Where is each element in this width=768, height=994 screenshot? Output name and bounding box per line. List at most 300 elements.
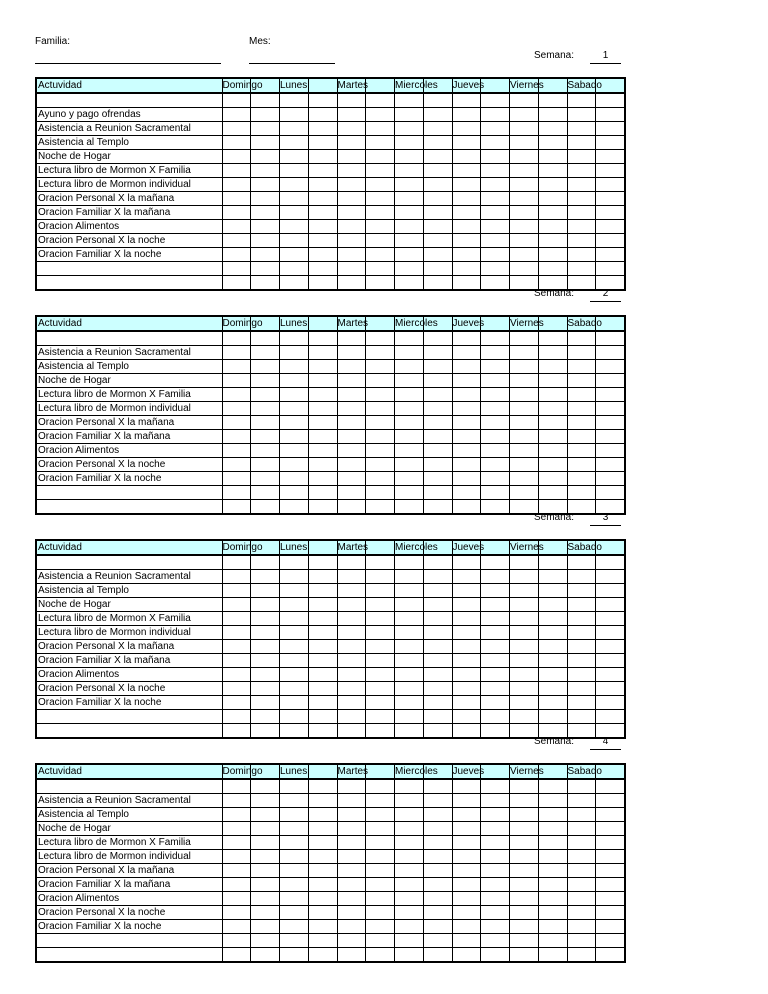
check-cell[interactable]: [596, 948, 625, 963]
check-cell[interactable]: [280, 262, 309, 276]
check-cell[interactable]: [481, 906, 510, 920]
check-cell[interactable]: [567, 416, 596, 430]
mes-field[interactable]: [249, 63, 335, 64]
check-cell[interactable]: [337, 178, 366, 192]
check-cell[interactable]: [452, 486, 481, 500]
check-cell[interactable]: [222, 892, 251, 906]
check-cell[interactable]: [423, 486, 452, 500]
check-cell[interactable]: [510, 374, 539, 388]
check-cell[interactable]: [337, 136, 366, 150]
check-cell[interactable]: [596, 878, 625, 892]
check-cell[interactable]: [280, 682, 309, 696]
check-cell[interactable]: [308, 878, 337, 892]
check-cell[interactable]: [395, 864, 424, 878]
check-cell[interactable]: [538, 612, 567, 626]
check-cell[interactable]: [452, 612, 481, 626]
check-cell[interactable]: [337, 402, 366, 416]
check-cell[interactable]: [222, 262, 251, 276]
check-cell[interactable]: [481, 948, 510, 963]
check-cell[interactable]: [567, 206, 596, 220]
check-cell[interactable]: [251, 486, 280, 500]
check-cell[interactable]: [251, 276, 280, 291]
check-cell[interactable]: [538, 555, 567, 570]
check-cell[interactable]: [251, 920, 280, 934]
check-cell[interactable]: [481, 472, 510, 486]
check-cell[interactable]: [538, 878, 567, 892]
check-cell[interactable]: [395, 710, 424, 724]
check-cell[interactable]: [251, 150, 280, 164]
check-cell[interactable]: [366, 430, 395, 444]
check-cell[interactable]: [395, 850, 424, 864]
check-cell[interactable]: [337, 878, 366, 892]
check-cell[interactable]: [366, 164, 395, 178]
check-cell[interactable]: [510, 934, 539, 948]
check-cell[interactable]: [366, 864, 395, 878]
check-cell[interactable]: [510, 626, 539, 640]
check-cell[interactable]: [567, 836, 596, 850]
check-cell[interactable]: [423, 136, 452, 150]
check-cell[interactable]: [538, 906, 567, 920]
check-cell[interactable]: [538, 472, 567, 486]
check-cell[interactable]: [481, 654, 510, 668]
check-cell[interactable]: [222, 654, 251, 668]
check-cell[interactable]: [366, 402, 395, 416]
check-cell[interactable]: [452, 472, 481, 486]
check-cell[interactable]: [452, 458, 481, 472]
check-cell[interactable]: [251, 93, 280, 108]
check-cell[interactable]: [452, 822, 481, 836]
check-cell[interactable]: [423, 192, 452, 206]
check-cell[interactable]: [366, 934, 395, 948]
check-cell[interactable]: [251, 555, 280, 570]
check-cell[interactable]: [222, 374, 251, 388]
check-cell[interactable]: [423, 178, 452, 192]
check-cell[interactable]: [423, 906, 452, 920]
check-cell[interactable]: [423, 555, 452, 570]
check-cell[interactable]: [222, 234, 251, 248]
check-cell[interactable]: [308, 864, 337, 878]
check-cell[interactable]: [567, 570, 596, 584]
check-cell[interactable]: [251, 374, 280, 388]
check-cell[interactable]: [481, 416, 510, 430]
check-cell[interactable]: [308, 920, 337, 934]
check-cell[interactable]: [337, 331, 366, 346]
check-cell[interactable]: [251, 710, 280, 724]
check-cell[interactable]: [366, 444, 395, 458]
check-cell[interactable]: [481, 178, 510, 192]
check-cell[interactable]: [308, 430, 337, 444]
check-cell[interactable]: [481, 779, 510, 794]
check-cell[interactable]: [366, 136, 395, 150]
check-cell[interactable]: [510, 668, 539, 682]
check-cell[interactable]: [337, 206, 366, 220]
check-cell[interactable]: [337, 122, 366, 136]
check-cell[interactable]: [596, 779, 625, 794]
check-cell[interactable]: [423, 388, 452, 402]
check-cell[interactable]: [308, 668, 337, 682]
check-cell[interactable]: [280, 220, 309, 234]
check-cell[interactable]: [280, 108, 309, 122]
check-cell[interactable]: [538, 710, 567, 724]
check-cell[interactable]: [251, 331, 280, 346]
check-cell[interactable]: [538, 948, 567, 963]
check-cell[interactable]: [366, 696, 395, 710]
check-cell[interactable]: [567, 248, 596, 262]
check-cell[interactable]: [567, 864, 596, 878]
check-cell[interactable]: [337, 682, 366, 696]
check-cell[interactable]: [596, 388, 625, 402]
check-cell[interactable]: [423, 150, 452, 164]
check-cell[interactable]: [395, 276, 424, 291]
check-cell[interactable]: [251, 346, 280, 360]
check-cell[interactable]: [596, 934, 625, 948]
check-cell[interactable]: [423, 122, 452, 136]
check-cell[interactable]: [308, 696, 337, 710]
check-cell[interactable]: [596, 570, 625, 584]
check-cell[interactable]: [538, 164, 567, 178]
check-cell[interactable]: [366, 416, 395, 430]
check-cell[interactable]: [452, 555, 481, 570]
check-cell[interactable]: [280, 360, 309, 374]
check-cell[interactable]: [481, 584, 510, 598]
check-cell[interactable]: [251, 206, 280, 220]
check-cell[interactable]: [510, 584, 539, 598]
check-cell[interactable]: [423, 808, 452, 822]
check-cell[interactable]: [222, 444, 251, 458]
check-cell[interactable]: [280, 486, 309, 500]
check-cell[interactable]: [222, 136, 251, 150]
check-cell[interactable]: [308, 93, 337, 108]
check-cell[interactable]: [510, 220, 539, 234]
check-cell[interactable]: [395, 262, 424, 276]
check-cell[interactable]: [366, 878, 395, 892]
check-cell[interactable]: [395, 346, 424, 360]
check-cell[interactable]: [423, 850, 452, 864]
check-cell[interactable]: [308, 220, 337, 234]
check-cell[interactable]: [452, 248, 481, 262]
check-cell[interactable]: [337, 710, 366, 724]
check-cell[interactable]: [452, 108, 481, 122]
check-cell[interactable]: [222, 626, 251, 640]
check-cell[interactable]: [395, 108, 424, 122]
check-cell[interactable]: [567, 486, 596, 500]
check-cell[interactable]: [596, 555, 625, 570]
check-cell[interactable]: [280, 906, 309, 920]
check-cell[interactable]: [423, 164, 452, 178]
check-cell[interactable]: [222, 779, 251, 794]
check-cell[interactable]: [538, 920, 567, 934]
check-cell[interactable]: [395, 682, 424, 696]
check-cell[interactable]: [538, 430, 567, 444]
check-cell[interactable]: [395, 920, 424, 934]
check-cell[interactable]: [481, 206, 510, 220]
check-cell[interactable]: [538, 808, 567, 822]
check-cell[interactable]: [596, 108, 625, 122]
check-cell[interactable]: [452, 892, 481, 906]
check-cell[interactable]: [280, 234, 309, 248]
check-cell[interactable]: [395, 626, 424, 640]
check-cell[interactable]: [423, 640, 452, 654]
check-cell[interactable]: [395, 948, 424, 963]
check-cell[interactable]: [567, 262, 596, 276]
check-cell[interactable]: [452, 696, 481, 710]
check-cell[interactable]: [395, 248, 424, 262]
check-cell[interactable]: [510, 178, 539, 192]
check-cell[interactable]: [510, 555, 539, 570]
check-cell[interactable]: [538, 388, 567, 402]
check-cell[interactable]: [308, 234, 337, 248]
check-cell[interactable]: [596, 192, 625, 206]
check-cell[interactable]: [308, 192, 337, 206]
check-cell[interactable]: [481, 276, 510, 291]
check-cell[interactable]: [280, 696, 309, 710]
check-cell[interactable]: [395, 388, 424, 402]
check-cell[interactable]: [567, 920, 596, 934]
check-cell[interactable]: [366, 808, 395, 822]
check-cell[interactable]: [596, 640, 625, 654]
check-cell[interactable]: [280, 612, 309, 626]
check-cell[interactable]: [222, 724, 251, 739]
check-cell[interactable]: [510, 598, 539, 612]
check-cell[interactable]: [395, 654, 424, 668]
check-cell[interactable]: [251, 178, 280, 192]
check-cell[interactable]: [280, 836, 309, 850]
check-cell[interactable]: [423, 794, 452, 808]
check-cell[interactable]: [510, 920, 539, 934]
check-cell[interactable]: [510, 388, 539, 402]
check-cell[interactable]: [481, 360, 510, 374]
check-cell[interactable]: [251, 248, 280, 262]
check-cell[interactable]: [538, 682, 567, 696]
check-cell[interactable]: [481, 388, 510, 402]
check-cell[interactable]: [510, 794, 539, 808]
check-cell[interactable]: [366, 612, 395, 626]
check-cell[interactable]: [596, 430, 625, 444]
check-cell[interactable]: [538, 374, 567, 388]
check-cell[interactable]: [222, 682, 251, 696]
check-cell[interactable]: [423, 626, 452, 640]
check-cell[interactable]: [251, 696, 280, 710]
check-cell[interactable]: [222, 192, 251, 206]
check-cell[interactable]: [337, 906, 366, 920]
check-cell[interactable]: [423, 220, 452, 234]
check-cell[interactable]: [251, 234, 280, 248]
check-cell[interactable]: [567, 374, 596, 388]
check-cell[interactable]: [538, 640, 567, 654]
check-cell[interactable]: [337, 164, 366, 178]
check-cell[interactable]: [395, 150, 424, 164]
check-cell[interactable]: [452, 164, 481, 178]
check-cell[interactable]: [538, 822, 567, 836]
check-cell[interactable]: [452, 346, 481, 360]
check-cell[interactable]: [452, 906, 481, 920]
check-cell[interactable]: [337, 934, 366, 948]
check-cell[interactable]: [222, 934, 251, 948]
check-cell[interactable]: [596, 262, 625, 276]
check-cell[interactable]: [423, 331, 452, 346]
check-cell[interactable]: [481, 892, 510, 906]
check-cell[interactable]: [567, 654, 596, 668]
check-cell[interactable]: [280, 164, 309, 178]
check-cell[interactable]: [395, 696, 424, 710]
check-cell[interactable]: [395, 472, 424, 486]
check-cell[interactable]: [481, 724, 510, 739]
check-cell[interactable]: [222, 612, 251, 626]
check-cell[interactable]: [251, 934, 280, 948]
check-cell[interactable]: [308, 444, 337, 458]
check-cell[interactable]: [423, 500, 452, 515]
check-cell[interactable]: [567, 122, 596, 136]
check-cell[interactable]: [423, 206, 452, 220]
check-cell[interactable]: [251, 416, 280, 430]
check-cell[interactable]: [452, 920, 481, 934]
check-cell[interactable]: [222, 822, 251, 836]
check-cell[interactable]: [337, 570, 366, 584]
check-cell[interactable]: [567, 850, 596, 864]
check-cell[interactable]: [538, 262, 567, 276]
check-cell[interactable]: [481, 192, 510, 206]
check-cell[interactable]: [280, 416, 309, 430]
check-cell[interactable]: [308, 710, 337, 724]
check-cell[interactable]: [510, 346, 539, 360]
check-cell[interactable]: [596, 360, 625, 374]
check-cell[interactable]: [308, 178, 337, 192]
check-cell[interactable]: [337, 584, 366, 598]
check-cell[interactable]: [538, 136, 567, 150]
check-cell[interactable]: [251, 388, 280, 402]
check-cell[interactable]: [510, 696, 539, 710]
check-cell[interactable]: [222, 948, 251, 963]
check-cell[interactable]: [395, 724, 424, 739]
check-cell[interactable]: [538, 220, 567, 234]
check-cell[interactable]: [395, 878, 424, 892]
check-cell[interactable]: [337, 948, 366, 963]
check-cell[interactable]: [280, 850, 309, 864]
check-cell[interactable]: [280, 500, 309, 515]
check-cell[interactable]: [452, 598, 481, 612]
check-cell[interactable]: [337, 696, 366, 710]
check-cell[interactable]: [395, 136, 424, 150]
check-cell[interactable]: [222, 878, 251, 892]
check-cell[interactable]: [280, 920, 309, 934]
check-cell[interactable]: [337, 779, 366, 794]
check-cell[interactable]: [308, 402, 337, 416]
check-cell[interactable]: [222, 122, 251, 136]
check-cell[interactable]: [337, 486, 366, 500]
check-cell[interactable]: [567, 458, 596, 472]
check-cell[interactable]: [452, 220, 481, 234]
check-cell[interactable]: [510, 458, 539, 472]
check-cell[interactable]: [395, 430, 424, 444]
check-cell[interactable]: [308, 346, 337, 360]
check-cell[interactable]: [596, 444, 625, 458]
check-cell[interactable]: [567, 892, 596, 906]
check-cell[interactable]: [308, 948, 337, 963]
check-cell[interactable]: [567, 626, 596, 640]
check-cell[interactable]: [280, 779, 309, 794]
check-cell[interactable]: [567, 346, 596, 360]
check-cell[interactable]: [452, 93, 481, 108]
check-cell[interactable]: [337, 458, 366, 472]
check-cell[interactable]: [567, 331, 596, 346]
check-cell[interactable]: [337, 864, 366, 878]
check-cell[interactable]: [596, 696, 625, 710]
check-cell[interactable]: [251, 360, 280, 374]
check-cell[interactable]: [538, 192, 567, 206]
check-cell[interactable]: [510, 710, 539, 724]
check-cell[interactable]: [337, 808, 366, 822]
check-cell[interactable]: [423, 276, 452, 291]
check-cell[interactable]: [538, 346, 567, 360]
check-cell[interactable]: [251, 654, 280, 668]
check-cell[interactable]: [222, 864, 251, 878]
check-cell[interactable]: [567, 402, 596, 416]
check-cell[interactable]: [222, 836, 251, 850]
check-cell[interactable]: [538, 934, 567, 948]
check-cell[interactable]: [452, 331, 481, 346]
check-cell[interactable]: [481, 486, 510, 500]
check-cell[interactable]: [395, 779, 424, 794]
check-cell[interactable]: [538, 864, 567, 878]
check-cell[interactable]: [452, 192, 481, 206]
check-cell[interactable]: [481, 164, 510, 178]
check-cell[interactable]: [596, 920, 625, 934]
check-cell[interactable]: [423, 262, 452, 276]
check-cell[interactable]: [251, 402, 280, 416]
check-cell[interactable]: [366, 794, 395, 808]
check-cell[interactable]: [366, 892, 395, 906]
check-cell[interactable]: [510, 93, 539, 108]
check-cell[interactable]: [510, 206, 539, 220]
check-cell[interactable]: [596, 220, 625, 234]
check-cell[interactable]: [538, 360, 567, 374]
check-cell[interactable]: [251, 164, 280, 178]
check-cell[interactable]: [308, 388, 337, 402]
check-cell[interactable]: [395, 934, 424, 948]
check-cell[interactable]: [596, 206, 625, 220]
check-cell[interactable]: [510, 906, 539, 920]
check-cell[interactable]: [538, 892, 567, 906]
check-cell[interactable]: [510, 444, 539, 458]
check-cell[interactable]: [481, 430, 510, 444]
check-cell[interactable]: [366, 710, 395, 724]
check-cell[interactable]: [308, 808, 337, 822]
check-cell[interactable]: [596, 458, 625, 472]
check-cell[interactable]: [481, 934, 510, 948]
check-cell[interactable]: [280, 430, 309, 444]
check-cell[interactable]: [395, 500, 424, 515]
check-cell[interactable]: [567, 136, 596, 150]
check-cell[interactable]: [280, 948, 309, 963]
check-cell[interactable]: [452, 500, 481, 515]
check-cell[interactable]: [481, 555, 510, 570]
check-cell[interactable]: [423, 779, 452, 794]
check-cell[interactable]: [251, 192, 280, 206]
check-cell[interactable]: [222, 416, 251, 430]
check-cell[interactable]: [510, 892, 539, 906]
check-cell[interactable]: [337, 555, 366, 570]
check-cell[interactable]: [366, 331, 395, 346]
check-cell[interactable]: [596, 136, 625, 150]
check-cell[interactable]: [395, 416, 424, 430]
check-cell[interactable]: [222, 584, 251, 598]
check-cell[interactable]: [366, 584, 395, 598]
check-cell[interactable]: [596, 93, 625, 108]
check-cell[interactable]: [596, 150, 625, 164]
check-cell[interactable]: [366, 374, 395, 388]
check-cell[interactable]: [337, 500, 366, 515]
check-cell[interactable]: [251, 724, 280, 739]
